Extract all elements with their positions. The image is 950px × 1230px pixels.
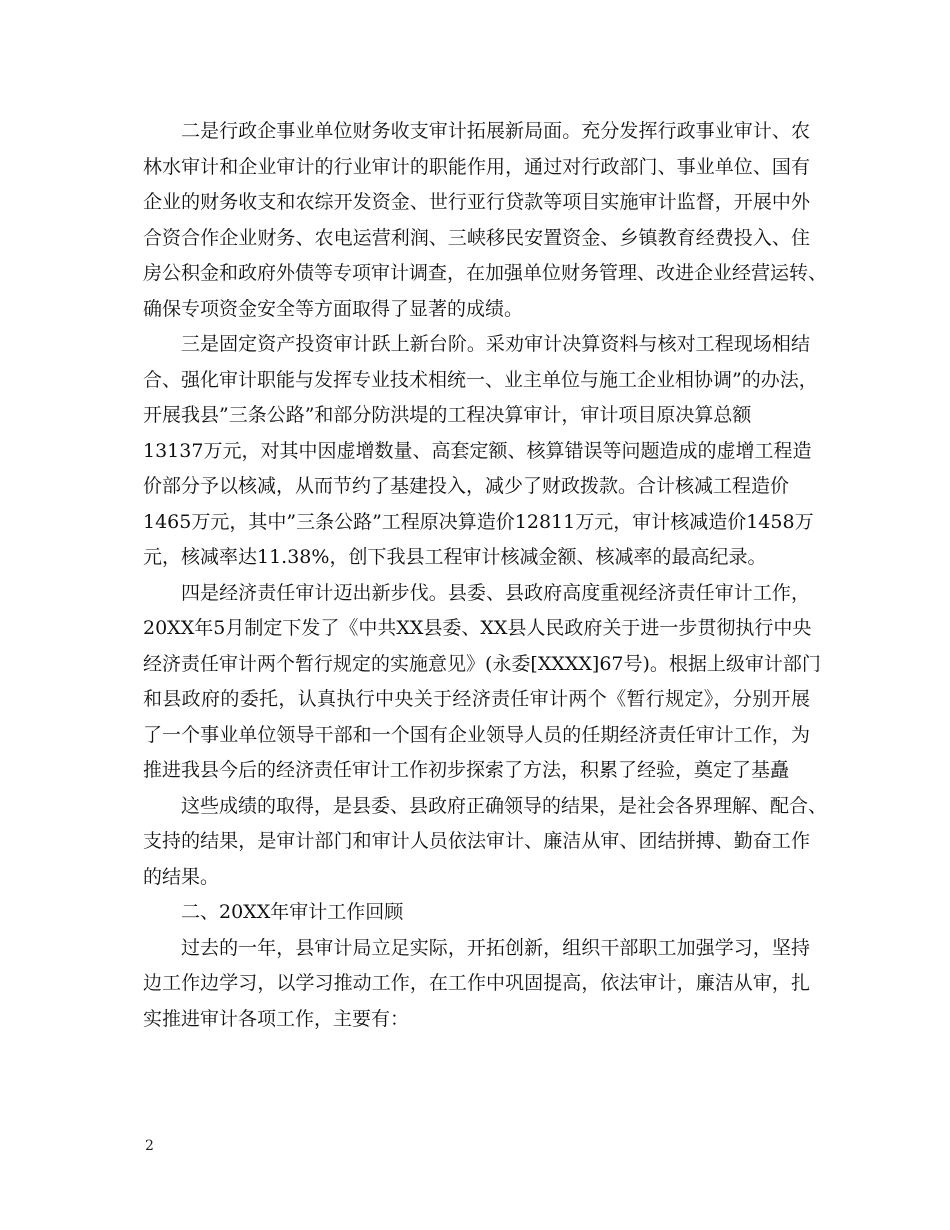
paragraph (143, 114, 828, 327)
paragraph (143, 931, 810, 1038)
section-heading (143, 895, 810, 931)
text-line: 经济责任审计两个暂行规定的实施意见》(永委[XXXX]67号)。根据上级审计部门 (143, 652, 821, 675)
text-line: 实推进审计各项工作，主要有： (143, 1007, 410, 1030)
text-line: 企业的财务收支和农综开发资金、世行亚行贷款等项目实施审计监督，开展中外 (143, 191, 810, 213)
text-line: 合资合作企业财务、农电运营利润、三峡移民安置资金、乡镇教育经费投入、住 (143, 226, 810, 249)
text-line: 支持的结果，是审计部门和审计人员依法审计、廉洁从审、团结拼搏、勤奋工作 (143, 830, 810, 852)
text-line: 推进我县今后的经济责任审计工作初步探索了方法，积累了经验，奠定了基矗 (143, 759, 790, 781)
text-line: 这些成绩的取得，是县委、县政府正确领导的结果，是社会各界理解、配合、 (181, 794, 828, 817)
text-line: 林水审计和企业审计的行业审计的职能作用，通过对行政部门、事业单位、国有 (143, 155, 810, 178)
paragraph (143, 327, 818, 576)
text-line: 边工作边学习，以学习推动工作，在工作中巩固提高，依法审计，廉洁从审，扎 (143, 972, 810, 994)
text-line: 确保专项资金安全等方面取得了显著的成绩。 (143, 297, 524, 320)
text-line: 四是经济责任审计迈出新步伐。县委、县政府高度重视经济责任审计工作， (181, 581, 810, 604)
text-line: 合、强化审计职能与发挥专业技术相统一、业主单位与施工企业相协调”的办法， (143, 368, 818, 391)
document-body (143, 114, 828, 1037)
paragraph (143, 789, 828, 896)
text-line: 1465万元，其中”三条公路”工程原决算造价12811万元，审计核减造价1458万 (143, 510, 814, 533)
text-line: 价部分予以核减，从而节约了基建投入，减少了财政拨款。合计核减工程造价 (143, 475, 790, 497)
paragraph (143, 576, 821, 789)
text-line: 元，核减率达11.38%，创下我县工程审计核减金额、核减率的最高纪录。 (143, 546, 767, 568)
text-line: 和县政府的委托，认真执行中央关于经济责任审计两个《暂行规定》，分别开展 (143, 688, 810, 710)
text-line: 的结果。 (143, 865, 220, 888)
text-line: 二、20XX年审计工作回顾 (181, 901, 404, 923)
text-line: 开展我县”三条公路”和部分防洪堤的工程决算审计，审计项目原决算总额 (143, 404, 752, 426)
page-number: 2 (145, 1138, 154, 1154)
text-line: 了一个事业单位领导干部和一个国有企业领导人员的任期经济责任审计工作，为 (143, 723, 810, 746)
text-line: 过去的一年，县审计局立足实际，开拓创新，组织干部职工加强学习，坚持 (181, 936, 810, 959)
text-line: 13137万元，对其中因虚增数量、高套定额、核算错误等问题造成的虚增工程造 (143, 439, 812, 462)
text-line: 二是行政企事业单位财务收支审计拓展新局面。充分发挥行政事业审计、农 (181, 120, 810, 142)
text-line: 三是固定资产投资审计跃上新台阶。采劝审计决算资料与核对工程现场相结 (181, 333, 810, 355)
text-line: 20XX年5月制定下发了《中共XX县委、XX县人民政府关于进一步贯彻执行中央 (143, 617, 812, 639)
text-line: 房公积金和政府外债等专项审计调查，在加强单位财务管理、改进企业经营运转、 (143, 262, 828, 284)
